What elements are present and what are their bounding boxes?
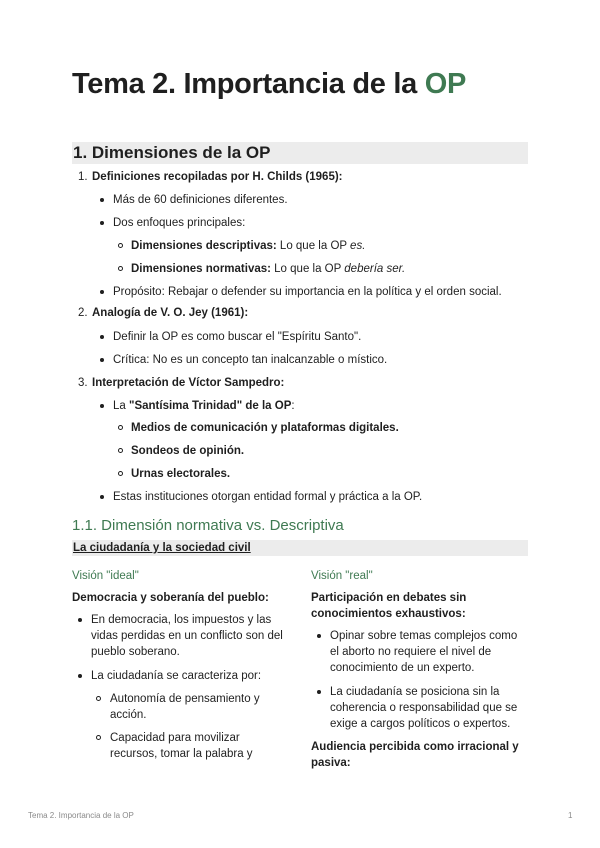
right-bullet1-line1: Opinar sobre temas complejos como bbox=[330, 630, 518, 642]
bullet-dot bbox=[78, 674, 82, 678]
right-column-title: Visión "real" bbox=[311, 570, 373, 582]
sub-bullet-text: Medios de comunicación y plataformas digitales. bbox=[131, 422, 399, 434]
right-bullet2-line1: La ciudadanía se posiciona sin la bbox=[330, 686, 500, 698]
sub-bullet-ring bbox=[118, 448, 123, 453]
bullet-text: Estas instituciones otorgan entidad formal y práctica a la OP. bbox=[113, 491, 423, 503]
right-lead-line1: Participación en debates sin bbox=[311, 592, 467, 604]
section-heading-1: 1. Dimensiones de la OP bbox=[72, 142, 528, 164]
sub-bullet-ring bbox=[96, 735, 101, 740]
bullet-dot bbox=[100, 198, 104, 202]
title-text: Tema 2. Importancia de la bbox=[72, 68, 425, 100]
sub-bullet-ring bbox=[118, 471, 123, 476]
title-accent: OP bbox=[424, 68, 466, 100]
bullet-text: Crítica: No es un concepto tan inalcanzable o místico. bbox=[113, 354, 388, 366]
left-bullet2: La ciudadanía se caracteriza por: bbox=[91, 670, 262, 682]
sub-bullet-ring bbox=[96, 696, 101, 701]
bullet-text: Dos enfoques principales: bbox=[113, 217, 246, 229]
bullet-dot bbox=[317, 634, 321, 638]
bullet-text: Propósito: Rebajar o defender su importancia en la política y el orden social. bbox=[113, 286, 502, 298]
right-bullet2-line3: exige a cargos políticos o expertos. bbox=[330, 718, 511, 730]
sub-bullet-text: Dimensiones normativas: Lo que la OP debería ser. bbox=[131, 263, 406, 275]
left-lead: Democracia y soberanía del pueblo: bbox=[72, 592, 269, 604]
left-bullet1-line3: pueblo soberano. bbox=[91, 646, 180, 658]
item-number-3: 3. bbox=[78, 377, 88, 389]
section-heading-1-1: 1.1. Dimensión normativa vs. Descriptiva bbox=[72, 517, 344, 534]
bullet-dot bbox=[100, 335, 104, 339]
right-bullet2-line2: coherencia o responsabilidad que se bbox=[330, 702, 518, 714]
sub-bullet-ring bbox=[118, 266, 123, 271]
sub-bullet-text: Dimensiones descriptivas: Lo que la OP es. bbox=[131, 240, 366, 252]
bullet-text: Definir la OP es como buscar el "Espíritu Santo". bbox=[113, 331, 362, 343]
left-sub1-line2: acción. bbox=[110, 709, 147, 721]
bullet-dot bbox=[317, 690, 321, 694]
right-bullet1-line2: el aborto no requiere el nivel de bbox=[330, 646, 492, 658]
item-number-2: 2. bbox=[78, 307, 88, 319]
right-lead2-line2: pasiva: bbox=[311, 757, 351, 769]
sub-bullet-text: Sondeos de opinión. bbox=[131, 445, 245, 457]
sub-bullet-ring bbox=[118, 425, 123, 430]
sub-bullet-text: Urnas electorales. bbox=[131, 468, 231, 480]
left-sub1-line1: Autonomía de pensamiento y bbox=[110, 693, 260, 705]
sub-bullet-ring bbox=[118, 243, 123, 248]
bullet-dot bbox=[100, 495, 104, 499]
left-bullet1-line2: vidas perdidas en un conflicto son del bbox=[91, 630, 283, 642]
document-title bbox=[72, 68, 466, 101]
right-lead2-line1: Audiencia percibida como irracional y bbox=[311, 741, 519, 753]
bullet-text: La "Santísima Trinidad" de la OP: bbox=[113, 400, 295, 412]
item-number-1: 1. bbox=[78, 171, 88, 183]
left-sub2-line1: Capacidad para movilizar bbox=[110, 732, 240, 744]
bullet-dot bbox=[100, 290, 104, 294]
bullet-dot bbox=[100, 358, 104, 362]
subheading-ciudadania: La ciudadanía y la sociedad civil bbox=[72, 540, 528, 556]
footer-page-number: 1 bbox=[568, 811, 573, 820]
left-sub2-line2: recursos, tomar la palabra y bbox=[110, 748, 253, 760]
right-lead-line2: conocimientos exhaustivos: bbox=[311, 608, 466, 620]
right-bullet1-line3: conocimiento de un experto. bbox=[330, 662, 475, 674]
bullet-dot bbox=[100, 404, 104, 408]
item-label-3: Interpretación de Víctor Sampedro: bbox=[92, 377, 285, 389]
footer-title: Tema 2. Importancia de la OP bbox=[28, 811, 134, 820]
bullet-dot bbox=[78, 618, 82, 622]
bullet-text: Más de 60 definiciones diferentes. bbox=[113, 194, 288, 206]
left-column-title: Visión "ideal" bbox=[72, 570, 139, 582]
left-bullet1-line1: En democracia, los impuestos y las bbox=[91, 614, 272, 626]
item-label-2: Analogía de V. O. Jey (1961): bbox=[92, 307, 249, 319]
item-label-1: Definiciones recopiladas por H. Childs (1965): bbox=[92, 171, 343, 183]
bullet-dot bbox=[100, 221, 104, 225]
